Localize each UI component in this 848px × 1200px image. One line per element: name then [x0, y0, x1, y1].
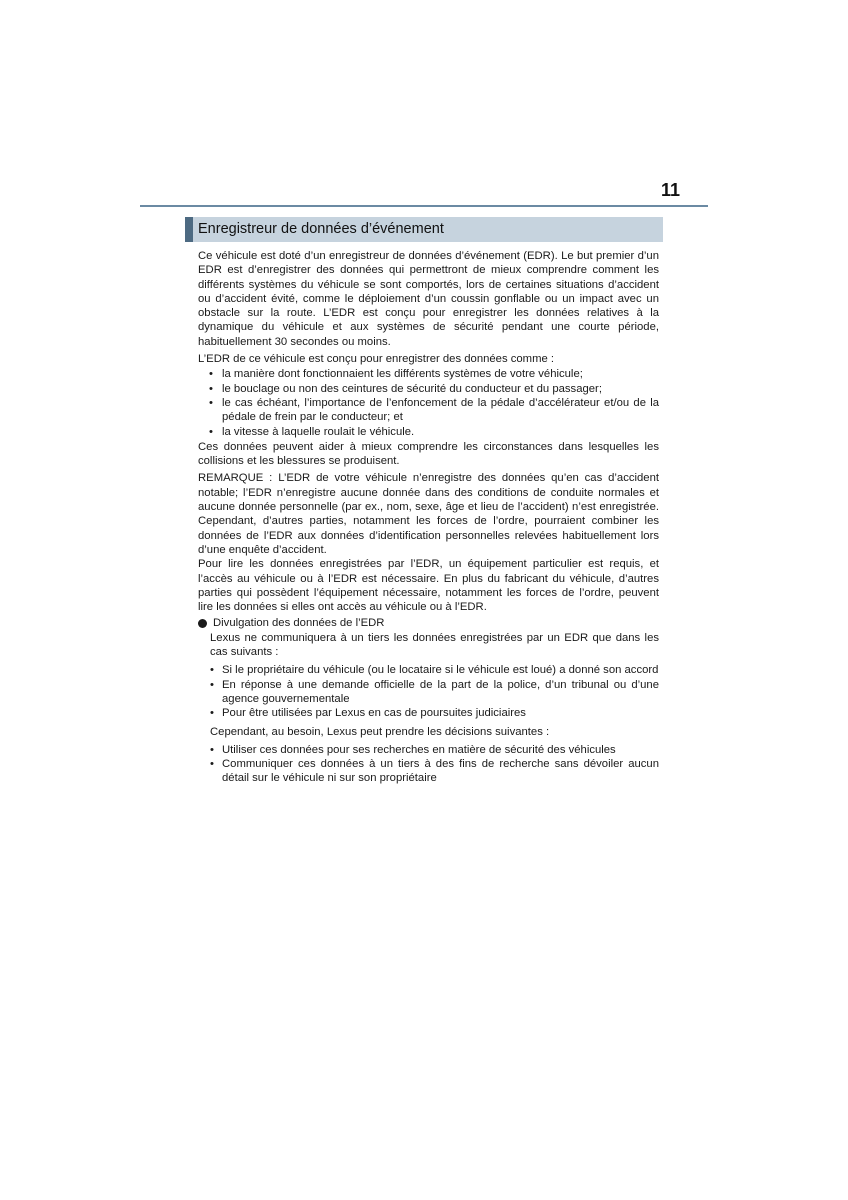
list-intro: L’EDR de ce véhicule est conçu pour enregistrer des données comme : [198, 353, 555, 366]
list-item: • Communiquer ces données à un tiers à des fins de recherche sans dévoiler aucun détail sur le véhicule ni sur son propriétaire [210, 758, 659, 785]
list-item: • le cas échéant, l’importance de l’enfoncement de la pédale d’accélérateur et/ou de la pédale de frein par le conducteur; et [209, 396, 659, 424]
list-item: • Pour être utilisées par Lexus en cas de poursuites judiciaires [210, 707, 526, 720]
bullet-icon: • [210, 664, 214, 677]
bullet-icon: • [209, 425, 213, 438]
bullet-icon: • [209, 382, 213, 395]
page-number: 11 [660, 180, 680, 200]
bullet-icon: • [210, 743, 214, 756]
decisions-list [210, 743, 659, 786]
disclosure-heading: Divulgation des données de l’EDR [198, 616, 659, 630]
reading-paragraph: Pour lire les données enregistrées par l’EDR, un équipement particulier est requis, et l’accès au véhicule ou à l’EDR est nécessaire. En plus du fabricant du véhicule, d’autres parties qui possèdent l’équipement nécessaire, notamment les forces de l’ordre, peuvent lire les données si elles ont accès au véhicule ou à l’EDR. [198, 558, 659, 614]
list-item: • la vitesse à laquelle roulait le véhicule. [209, 425, 415, 438]
header-rule [140, 205, 708, 207]
bullet-icon: • [209, 368, 213, 381]
disclosure-intro: Lexus ne communiquera à un tiers les données enregistrées par un EDR que dans les cas suivants : [210, 631, 659, 659]
disclosure-cases-list [210, 663, 659, 720]
understanding-paragraph: Ces données peuvent aider à mieux comprendre les circonstances dans lesquelles les collisions et les blessures se produisent. [198, 440, 659, 468]
bullet-icon: • [209, 396, 213, 409]
intro-paragraph: Ce véhicule est doté d’un enregistreur de données d’événement (EDR). Le but premier d’un EDR est d’enregistrer des données qui permettront de mieux comprendre comment les différents systèmes du véhicule se sont comportés, lors de certaines situations d’accident ou d’accident évité, comme le déploiement d’un coussin gonflable ou un impact avec un obstacle sur la route. L’EDR est conçu pour enregistrer les données relatives à la dynamique du véhicule et aux systèmes de sécurité pendant une courte période, habituellement 30 secondes ou moins. [198, 250, 659, 348]
list-item: • la manière dont fonctionnaient les différents systèmes de votre véhicule; [209, 368, 583, 381]
bullet-icon: • [210, 758, 214, 771]
disclosure-body [198, 631, 659, 786]
bullet-icon: • [210, 707, 214, 720]
recorded-data-list [198, 367, 659, 438]
bullet-icon: • [210, 678, 214, 691]
page-content [198, 249, 659, 790]
decisions-intro: Cependant, au besoin, Lexus peut prendre les décisions suivantes : [210, 725, 550, 738]
list-item: • En réponse à une demande officielle de la part de la police, d’un tribunal ou d’une agence gouvernementale [210, 678, 659, 705]
remark-paragraph: REMARQUE : L’EDR de votre véhicule n’enregistre des données qu’en cas d’accident notable; l’EDR n’enregistre aucune donnée dans des conditions de conduite normales et aucune donnée personnelle (par ex., nom, sexe, âge et lieu de l’accident) n’est enregistrée. Cependant, d’autres parties, notamment les forces de l’ordre, pourraient combiner les données de l’EDR aux données d’identification personnelles relevées habituellement lors d’une enquête d’accident. [198, 472, 659, 556]
section-title: Enregistreur de données d’événement [185, 217, 663, 242]
list-item: • le bouclage ou non des ceintures de sécurité du conducteur et du passager; [209, 382, 602, 395]
disclosure-section [198, 616, 659, 785]
black-circle-icon [198, 619, 207, 628]
list-item: • Si le propriétaire du véhicule (ou le locataire si le véhicule est loué) a donné son accord [210, 664, 659, 677]
list-item: • Utiliser ces données pour ses recherches en matière de sécurité des véhicules [210, 743, 616, 756]
